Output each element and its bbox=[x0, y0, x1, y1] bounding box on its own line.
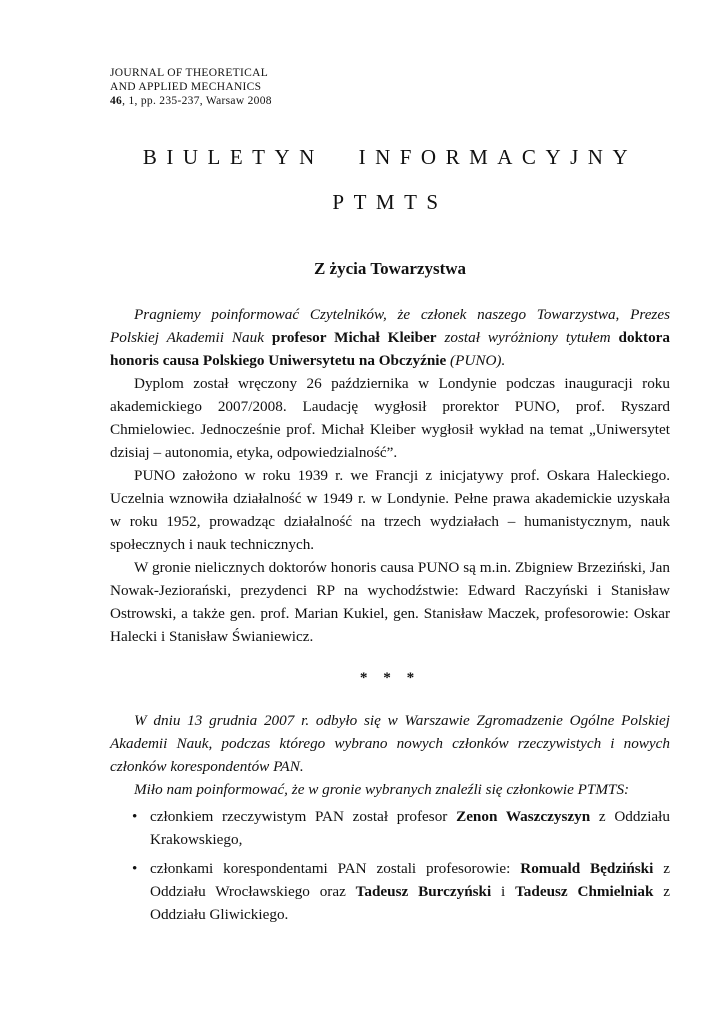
member-name: Tadeusz Burczyński bbox=[355, 883, 492, 900]
members-list bbox=[110, 805, 670, 926]
bulletin-subtitle: PTMTS bbox=[332, 190, 448, 214]
text: Pragniemy poinformować Czytelników, że członek naszego Towarzystwa, Prezes Polskiej Akademii Nauk bbox=[110, 306, 670, 346]
text: został wyróżniony tytułem bbox=[436, 329, 619, 346]
text: (PUNO). bbox=[446, 352, 506, 369]
section-heading: Z życia Towarzystwa bbox=[313, 259, 467, 278]
text: z Oddziału Krakowskiego, bbox=[150, 808, 670, 848]
paragraph-honoris: W gronie nielicznych doktorów honoris causa PUNO są m.in. Zbigniew Brzeziński, Jan Nowak-Jeziorański, prezydenci RP na wychodźstwie: Edward Raczyński i Stanisław Ostrowski, a także gen. prof. Marian Kukiel, gen. Stanisław Maczek, profesorowie: Oskar Halecki i Stanisław Świaniewicz. bbox=[110, 559, 670, 645]
paragraph-diploma: Dyplom został wręczony 26 października w Londynie podczas inauguracji roku akademickiego 2007/2008. Laudację wygłosił prorektor PUNO, prof. Ryszard Chmielowiec. Jednocześnie prof. Michał Kleiber wygłosił wykład na temat „Uniwersytet dzisiaj – autonomia, etyka, odpowiedzialność”. bbox=[110, 375, 670, 461]
emphasis-name: profesor Michał Kleiber bbox=[271, 329, 437, 346]
bullet-icon: • bbox=[132, 860, 138, 877]
paragraph-puno: PUNO założono w roku 1939 r. we Francji z inicjatywy prof. Oskara Haleckiego. Uczelnia wznowiła działalność w 1949 r. w Londynie. Pełne prawa akademickie uzyskała w roku 1952, prowadząc działalność na trzech wydziałach – humanistycznym, nauk społecznych i nauk technicznych. bbox=[110, 467, 670, 553]
section-separator: * * * bbox=[359, 669, 421, 686]
list-item bbox=[110, 857, 670, 926]
page bbox=[110, 66, 670, 932]
text: i bbox=[491, 883, 516, 900]
journal-issue-pages: , 1, pp. 235-237, Warsaw 2008 bbox=[122, 95, 272, 107]
member-name: Romuald Będziński bbox=[520, 860, 654, 877]
bullet-icon: • bbox=[132, 808, 138, 825]
bulletin-title: BIULETYN INFORMACYJNY bbox=[142, 145, 638, 169]
text: z Oddziału Gliwickiego. bbox=[150, 883, 670, 923]
journal-name-line1: JOURNAL OF THEORETICAL bbox=[110, 67, 269, 79]
journal-citation bbox=[110, 94, 670, 108]
list-item bbox=[110, 805, 670, 851]
journal-name-line2: AND APPLIED MECHANICS bbox=[110, 81, 262, 93]
text: członkami korespondentami PAN zostali profesorowie: bbox=[150, 860, 521, 877]
member-name: Tadeusz Chmielniak bbox=[515, 883, 654, 900]
member-name: Zenon Waszczyszyn bbox=[456, 808, 591, 825]
journal-header bbox=[110, 66, 670, 108]
article-body bbox=[110, 303, 670, 926]
paragraph-intro bbox=[110, 303, 670, 372]
text: członkiem rzeczywistym PAN został profesor bbox=[150, 808, 457, 825]
journal-volume: 46 bbox=[110, 95, 123, 107]
emphasis-title: doktora honoris causa Polskiego Uniwersytetu na Obczyźnie bbox=[110, 329, 671, 369]
text: z Oddziału Wrocławskiego oraz bbox=[150, 860, 670, 900]
paragraph-members: Miło nam poinformować, że w gronie wybranych znaleźli się członkowie PTMTS: bbox=[134, 781, 630, 798]
paragraph-assembly: W dniu 13 grudnia 2007 r. odbyło się w Warszawie Zgromadzenie Ogólne Polskiej Akademii Nauk, podczas którego wybrano nowych członków rzeczywistych i nowych członków korespondentów PAN. bbox=[110, 712, 670, 775]
